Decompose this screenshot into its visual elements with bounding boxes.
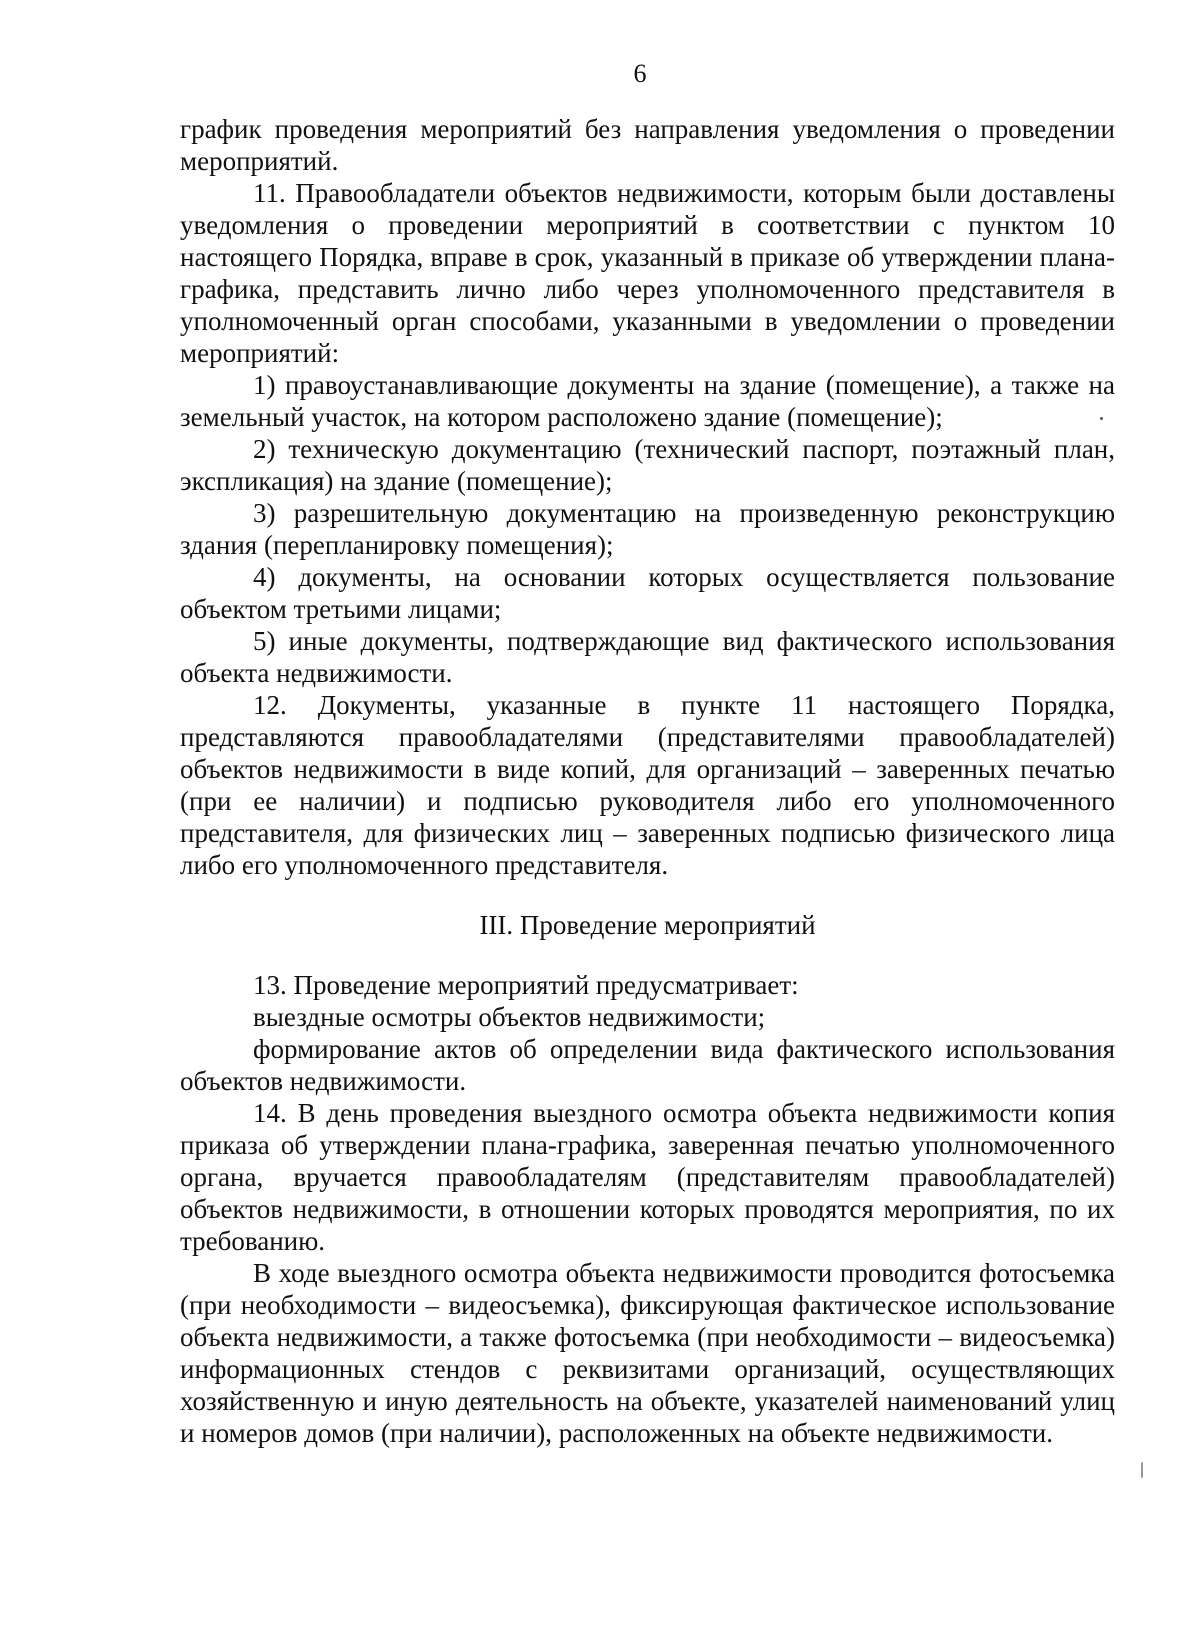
scan-edge-mark xyxy=(1141,1462,1143,1478)
section-heading: III. Проведение мероприятий xyxy=(479,910,816,940)
paragraphs-before xyxy=(180,113,1115,881)
paragraph-item-13: 13. Проведение мероприятий предусматривает: xyxy=(253,970,799,1000)
list-item-4: 4) документы, на основании которых осуществляется пользование объектом третьими лицами; xyxy=(180,562,1115,624)
paragraphs-after xyxy=(180,969,1115,1449)
list-item-1: 1) правоустанавливающие документы на здание (помещение), а также на земельный участок, на котором расположено здание (помещение); xyxy=(180,370,1115,432)
list-item-2: 2) техническую документацию (технический паспорт, поэтажный план, экспликация) на здание (помещение); xyxy=(180,434,1115,496)
list-item-5: 5) иные документы, подтверждающие вид фактического использования объекта недвижимости. xyxy=(180,626,1115,688)
paragraph-item-11: 11. Правообладатели объектов недвижимости, которым были доставлены уведомления о проведении мероприятий в соответствии с пунктом 10 настоящего Порядка, вправе в срок, указанный в приказе об утверждении плана-графика, представить лично либо через уполномоченного представителя в уполномоченный орган способами, указанными в уведомлении о проведении мероприятий: xyxy=(180,178,1115,368)
document-body xyxy=(180,113,1115,1449)
paragraph-item-12: 12. Документы, указанные в пункте 11 настоящего Порядка, представляются правообладателями (представителями правообладателей) объектов недвижимости в виде копий, для организаций – заверенных печатью (при ее наличии) и подписью руководителя либо его уполномоченного представителя, для физических лиц – заверенных подписью физического лица либо его уполномоченного представителя. xyxy=(180,690,1115,880)
bullet-acts-formation: формирование актов об определении вида фактического использования объектов недвижимости. xyxy=(180,1034,1115,1096)
bullet-site-inspections: выездные осмотры объектов недвижимости; xyxy=(253,1002,766,1032)
paragraph-item-14: 14. В день проведения выездного осмотра объекта недвижимости копия приказа об утверждении плана-графика, заверенная печатью уполномоченного органа, вручается правообладателям (представителям правообладателей) объектов недвижимости, в отношении которых проводятся мероприятия, по их требованию. xyxy=(180,1098,1115,1256)
page-number: 6 xyxy=(633,59,647,88)
scan-speck xyxy=(1100,417,1103,420)
list-item-3: 3) разрешительную документацию на произведенную реконструкцию здания (перепланировку помещения); xyxy=(180,498,1115,560)
paragraph-continuation: график проведения мероприятий без направления уведомления о проведении мероприятий. xyxy=(180,114,1115,176)
paragraph-inspection-details: В ходе выездного осмотра объекта недвижимости проводится фотосъемка (при необходимости – видеосъемка), фиксирующая фактическое использование объекта недвижимости, а также фотосъемка (при необходимости – видеосъемка) информационных стендов с реквизитами организаций, осуществляющих хозяйственную и иную деятельность на объекте, указателей наименований улиц и номеров домов (при наличии), расположенных на объекте недвижимости. xyxy=(180,1258,1115,1448)
